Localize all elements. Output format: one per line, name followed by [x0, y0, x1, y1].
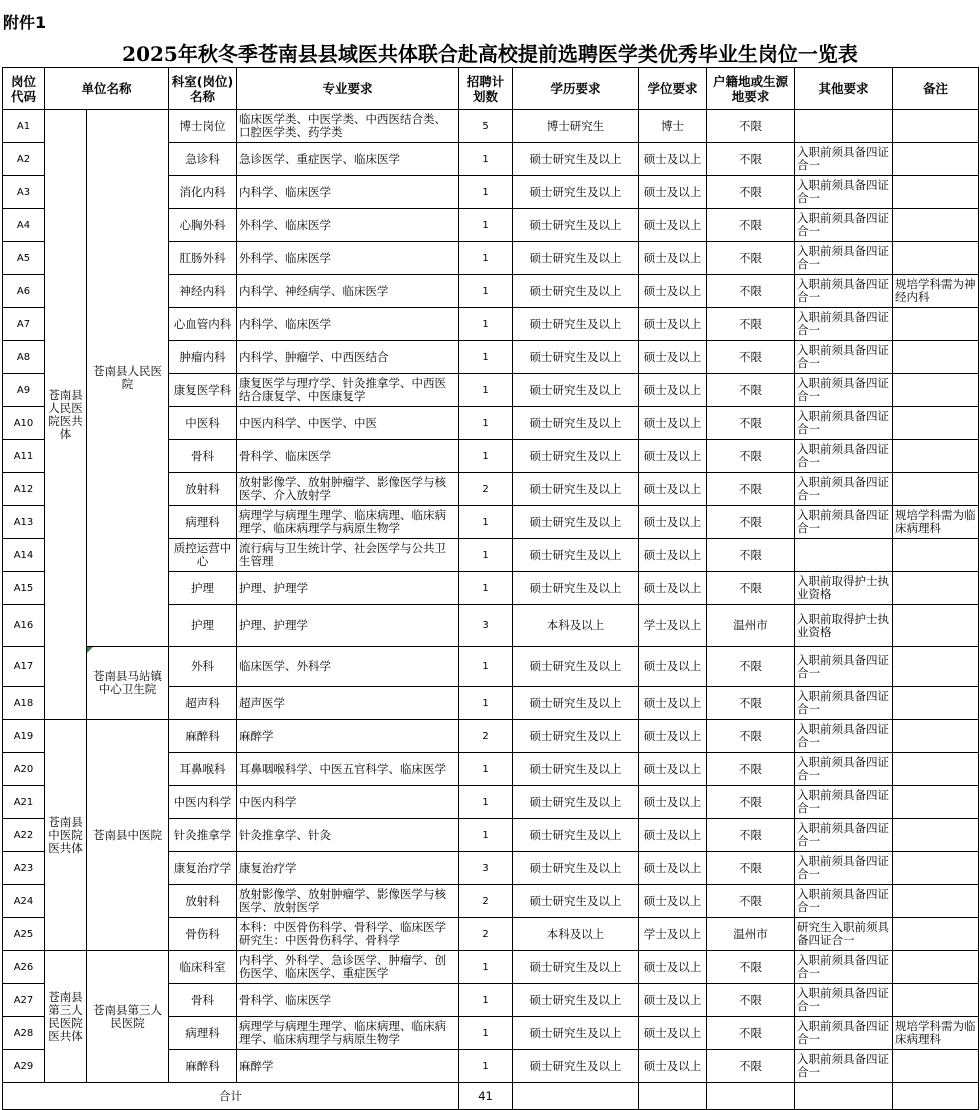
dept-cell: 针灸推拿学 — [169, 819, 237, 852]
dept-cell: 急诊科 — [169, 143, 237, 176]
major-cell: 本科：中医骨伤科学、骨科学、临床医学 研究生：中医骨伤科学、骨科学 — [237, 918, 459, 951]
other-req-cell: 入职前须具备四证合一 — [795, 1017, 893, 1050]
other-req-cell: 入职前须具备四证合一 — [795, 720, 893, 753]
code-cell: A25 — [3, 918, 45, 951]
dept-cell: 肿瘤内科 — [169, 341, 237, 374]
degree-cell: 硕士及以上 — [639, 951, 707, 984]
remark-cell — [893, 918, 979, 951]
other-req-cell — [795, 110, 893, 143]
remark-cell — [893, 473, 979, 506]
code-cell: A9 — [3, 374, 45, 407]
degree-cell: 硕士及以上 — [639, 374, 707, 407]
major-cell: 内科学、外科学、急诊医学、肿瘤学、创伤医学、临床医学、重症医学 — [237, 951, 459, 984]
other-req-cell: 入职前须具备四证合一 — [795, 341, 893, 374]
dept-cell: 护理 — [169, 605, 237, 647]
degree-cell: 硕士及以上 — [639, 720, 707, 753]
dept-cell: 康复治疗学 — [169, 852, 237, 885]
hukou-cell: 不限 — [707, 951, 795, 984]
code-cell: A21 — [3, 786, 45, 819]
degree-cell: 硕士及以上 — [639, 819, 707, 852]
hukou-cell: 不限 — [707, 506, 795, 539]
hukou-cell: 不限 — [707, 1017, 795, 1050]
dept-cell: 骨科 — [169, 984, 237, 1017]
code-cell: A8 — [3, 341, 45, 374]
dept-cell: 外科 — [169, 647, 237, 687]
major-cell: 放射影像学、放射肿瘤学、影像医学与核医学、放射医学 — [237, 885, 459, 918]
education-cell: 硕士研究生及以上 — [513, 572, 639, 605]
other-req-cell: 入职前须具备四证合一 — [795, 852, 893, 885]
total-label: 合计 — [3, 1083, 459, 1110]
education-cell: 硕士研究生及以上 — [513, 440, 639, 473]
remark-cell — [893, 143, 979, 176]
dept-cell: 心胸外科 — [169, 209, 237, 242]
quota-cell: 1 — [459, 308, 513, 341]
table-row — [3, 110, 979, 143]
quota-cell: 1 — [459, 341, 513, 374]
dept-cell: 心血管内科 — [169, 308, 237, 341]
education-cell: 硕士研究生及以上 — [513, 1017, 639, 1050]
major-cell: 针灸推拿学、针灸 — [237, 819, 459, 852]
education-cell: 硕士研究生及以上 — [513, 539, 639, 572]
header-code: 岗位代码 — [3, 68, 45, 110]
header-major: 专业要求 — [237, 68, 459, 110]
major-cell: 内科学、临床医学 — [237, 176, 459, 209]
hukou-cell: 不限 — [707, 1050, 795, 1083]
dept-cell: 骨科 — [169, 440, 237, 473]
quota-cell: 1 — [459, 951, 513, 984]
remark-cell — [893, 176, 979, 209]
major-cell: 内科学、临床医学 — [237, 308, 459, 341]
hukou-cell: 不限 — [707, 110, 795, 143]
code-cell: A17 — [3, 647, 45, 687]
dept-cell: 耳鼻喉科 — [169, 753, 237, 786]
hukou-cell: 不限 — [707, 852, 795, 885]
education-cell: 硕士研究生及以上 — [513, 407, 639, 440]
remark-cell: 规培学科需为临床病理科 — [893, 506, 979, 539]
dept-cell: 放射科 — [169, 885, 237, 918]
dept-cell: 临床科室 — [169, 951, 237, 984]
hukou-cell: 不限 — [707, 572, 795, 605]
dept-cell: 神经内科 — [169, 275, 237, 308]
other-req-cell: 入职前须具备四证合一 — [795, 951, 893, 984]
code-cell: A12 — [3, 473, 45, 506]
other-req-cell: 入职前须具备四证合一 — [795, 753, 893, 786]
remark-cell — [893, 374, 979, 407]
unit-cell: 苍南县马站镇中心卫生院 — [87, 647, 169, 720]
degree-cell: 硕士及以上 — [639, 687, 707, 720]
other-req-cell: 入职前须具备四证合一 — [795, 984, 893, 1017]
header-unit: 单位名称 — [45, 68, 169, 110]
major-cell: 外科学、临床医学 — [237, 242, 459, 275]
education-cell: 硕士研究生及以上 — [513, 506, 639, 539]
remark-cell — [893, 753, 979, 786]
remark-cell — [893, 647, 979, 687]
education-cell: 硕士研究生及以上 — [513, 786, 639, 819]
other-req-cell: 入职前须具备四证合一 — [795, 407, 893, 440]
remark-cell — [893, 885, 979, 918]
header-row — [3, 68, 979, 110]
code-cell: A2 — [3, 143, 45, 176]
hukou-cell: 不限 — [707, 720, 795, 753]
remark-cell — [893, 440, 979, 473]
major-cell: 超声医学 — [237, 687, 459, 720]
hukou-cell: 不限 — [707, 539, 795, 572]
quota-cell: 1 — [459, 647, 513, 687]
remark-cell — [893, 819, 979, 852]
quota-cell: 1 — [459, 407, 513, 440]
education-cell: 硕士研究生及以上 — [513, 275, 639, 308]
major-cell: 急诊医学、重症医学、临床医学 — [237, 143, 459, 176]
code-cell: A20 — [3, 753, 45, 786]
other-req-cell: 入职前须具备四证合一 — [795, 275, 893, 308]
major-cell: 中医内科学、中医学、中医 — [237, 407, 459, 440]
degree-cell: 硕士及以上 — [639, 308, 707, 341]
hukou-cell: 不限 — [707, 687, 795, 720]
unit-cell: 苍南县第三人民医院 — [87, 951, 169, 1083]
code-cell: A27 — [3, 984, 45, 1017]
hukou-cell: 不限 — [707, 984, 795, 1017]
quota-cell: 1 — [459, 753, 513, 786]
code-cell: A23 — [3, 852, 45, 885]
major-cell: 护理、护理学 — [237, 605, 459, 647]
remark-cell — [893, 605, 979, 647]
dept-cell: 康复医学科 — [169, 374, 237, 407]
table-row — [3, 720, 979, 753]
total-row — [3, 1083, 979, 1110]
other-req-cell: 入职前须具备四证合一 — [795, 647, 893, 687]
code-cell: A14 — [3, 539, 45, 572]
quota-cell: 1 — [459, 143, 513, 176]
education-cell: 硕士研究生及以上 — [513, 176, 639, 209]
degree-cell: 硕士及以上 — [639, 647, 707, 687]
quota-cell: 1 — [459, 209, 513, 242]
hukou-cell: 不限 — [707, 209, 795, 242]
education-cell: 硕士研究生及以上 — [513, 242, 639, 275]
dept-cell: 肛肠外科 — [169, 242, 237, 275]
major-cell: 麻醉学 — [237, 720, 459, 753]
other-req-cell: 入职前须具备四证合一 — [795, 687, 893, 720]
group-cell: 苍南县第三人民医院医共体 — [45, 951, 87, 1083]
education-cell: 硕士研究生及以上 — [513, 1050, 639, 1083]
major-cell: 护理、护理学 — [237, 572, 459, 605]
code-cell: A22 — [3, 819, 45, 852]
degree-cell: 硕士及以上 — [639, 539, 707, 572]
dept-cell: 超声科 — [169, 687, 237, 720]
major-cell: 病理学与病理生理学、临床病理、临床病理学、临床病理学与病原生物学 — [237, 1017, 459, 1050]
degree-cell: 学士及以上 — [639, 605, 707, 647]
degree-cell: 博士 — [639, 110, 707, 143]
unit-cell: 苍南县中医院 — [87, 720, 169, 951]
major-cell: 耳鼻咽喉科学、中医五官科学、临床医学 — [237, 753, 459, 786]
header-dept: 科室(岗位)名称 — [169, 68, 237, 110]
hukou-cell: 不限 — [707, 473, 795, 506]
header-quota: 招聘计划数 — [459, 68, 513, 110]
dept-cell: 放射科 — [169, 473, 237, 506]
hukou-cell: 不限 — [707, 308, 795, 341]
other-req-cell: 入职前须具备四证合一 — [795, 209, 893, 242]
quota-cell: 1 — [459, 242, 513, 275]
education-cell: 硕士研究生及以上 — [513, 819, 639, 852]
dept-cell: 麻醉科 — [169, 720, 237, 753]
quota-cell: 1 — [459, 687, 513, 720]
quota-cell: 1 — [459, 176, 513, 209]
education-cell: 硕士研究生及以上 — [513, 308, 639, 341]
education-cell: 本科及以上 — [513, 605, 639, 647]
education-cell: 硕士研究生及以上 — [513, 687, 639, 720]
major-cell: 临床医学类、中医学类、中西医结合类、口腔医学类、药学类 — [237, 110, 459, 143]
hukou-cell: 不限 — [707, 753, 795, 786]
remark-cell — [893, 539, 979, 572]
quota-cell: 1 — [459, 572, 513, 605]
header-other: 其他要求 — [795, 68, 893, 110]
header-degree: 学位要求 — [639, 68, 707, 110]
degree-cell: 硕士及以上 — [639, 242, 707, 275]
other-req-cell: 入职前须具备四证合一 — [795, 819, 893, 852]
group-cell: 苍南县人民医院医共体 — [45, 110, 87, 720]
major-cell: 临床医学、外科学 — [237, 647, 459, 687]
code-cell: A4 — [3, 209, 45, 242]
major-cell: 康复治疗学 — [237, 852, 459, 885]
education-cell: 硕士研究生及以上 — [513, 753, 639, 786]
quota-cell: 3 — [459, 852, 513, 885]
attachment-label: 附件1 — [3, 13, 47, 32]
remark-cell — [893, 786, 979, 819]
other-req-cell: 研究生入职前须具备四证合一 — [795, 918, 893, 951]
remark-cell — [893, 984, 979, 1017]
quota-cell: 1 — [459, 819, 513, 852]
other-req-cell: 入职前须具备四证合一 — [795, 473, 893, 506]
dept-cell: 中医内科学 — [169, 786, 237, 819]
major-cell: 骨科学、临床医学 — [237, 984, 459, 1017]
dept-cell: 博士岗位 — [169, 110, 237, 143]
remark-cell: 规培学科需为临床病理科 — [893, 1017, 979, 1050]
remark-cell — [893, 1050, 979, 1083]
remark-cell — [893, 341, 979, 374]
quota-cell: 1 — [459, 1050, 513, 1083]
major-cell: 中医内科学 — [237, 786, 459, 819]
quota-cell: 1 — [459, 374, 513, 407]
hukou-cell: 不限 — [707, 143, 795, 176]
major-cell: 内科学、神经病学、临床医学 — [237, 275, 459, 308]
degree-cell: 硕士及以上 — [639, 984, 707, 1017]
other-req-cell: 入职前须具备四证合一 — [795, 374, 893, 407]
code-cell: A7 — [3, 308, 45, 341]
total-quota: 41 — [459, 1083, 513, 1110]
code-cell: A26 — [3, 951, 45, 984]
other-req-cell: 入职前须具备四证合一 — [795, 786, 893, 819]
hukou-cell: 温州市 — [707, 605, 795, 647]
other-req-cell: 入职前须具备四证合一 — [795, 143, 893, 176]
hukou-cell: 不限 — [707, 407, 795, 440]
hukou-cell: 不限 — [707, 242, 795, 275]
education-cell: 硕士研究生及以上 — [513, 885, 639, 918]
major-cell: 康复医学与理疗学、针灸推拿学、中西医结合康复学、中医康复学 — [237, 374, 459, 407]
code-cell: A5 — [3, 242, 45, 275]
header-education: 学历要求 — [513, 68, 639, 110]
code-cell: A18 — [3, 687, 45, 720]
other-req-cell: 入职前须具备四证合一 — [795, 308, 893, 341]
code-cell: A1 — [3, 110, 45, 143]
education-cell: 硕士研究生及以上 — [513, 143, 639, 176]
quota-cell: 1 — [459, 786, 513, 819]
major-cell: 流行病与卫生统计学、社会医学与公共卫生管理 — [237, 539, 459, 572]
quota-cell: 2 — [459, 918, 513, 951]
degree-cell: 硕士及以上 — [639, 143, 707, 176]
degree-cell: 硕士及以上 — [639, 885, 707, 918]
degree-cell: 硕士及以上 — [639, 753, 707, 786]
hukou-cell: 不限 — [707, 786, 795, 819]
dept-cell: 中医科 — [169, 407, 237, 440]
remark-cell — [893, 687, 979, 720]
education-cell: 博士研究生 — [513, 110, 639, 143]
dept-cell: 护理 — [169, 572, 237, 605]
degree-cell: 硕士及以上 — [639, 275, 707, 308]
header-remark: 备注 — [893, 68, 979, 110]
degree-cell: 硕士及以上 — [639, 407, 707, 440]
education-cell: 硕士研究生及以上 — [513, 341, 639, 374]
quota-cell: 1 — [459, 275, 513, 308]
degree-cell: 硕士及以上 — [639, 341, 707, 374]
other-req-cell: 入职前须具备四证合一 — [795, 1050, 893, 1083]
other-req-cell: 入职前须具备四证合一 — [795, 885, 893, 918]
other-req-cell: 入职前取得护士执业资格 — [795, 605, 893, 647]
positions-table — [2, 67, 979, 1110]
remark-cell — [893, 110, 979, 143]
code-cell: A11 — [3, 440, 45, 473]
other-req-cell: 入职前须具备四证合一 — [795, 176, 893, 209]
code-cell: A3 — [3, 176, 45, 209]
education-cell: 硕士研究生及以上 — [513, 374, 639, 407]
hukou-cell: 温州市 — [707, 918, 795, 951]
hukou-cell: 不限 — [707, 885, 795, 918]
other-req-cell: 入职前取得护士执业资格 — [795, 572, 893, 605]
quota-cell: 1 — [459, 506, 513, 539]
degree-cell: 硕士及以上 — [639, 506, 707, 539]
header-hukou: 户籍地或生源地要求 — [707, 68, 795, 110]
code-cell: A24 — [3, 885, 45, 918]
other-req-cell: 入职前须具备四证合一 — [795, 506, 893, 539]
quota-cell: 1 — [459, 539, 513, 572]
hukou-cell: 不限 — [707, 374, 795, 407]
remark-cell — [893, 852, 979, 885]
quota-cell: 5 — [459, 110, 513, 143]
hukou-cell: 不限 — [707, 176, 795, 209]
dept-cell: 消化内科 — [169, 176, 237, 209]
major-cell: 内科学、肿瘤学、中西医结合 — [237, 341, 459, 374]
code-cell: A28 — [3, 1017, 45, 1050]
degree-cell: 硕士及以上 — [639, 473, 707, 506]
hukou-cell: 不限 — [707, 647, 795, 687]
quota-cell: 1 — [459, 984, 513, 1017]
code-cell: A15 — [3, 572, 45, 605]
quota-cell: 1 — [459, 440, 513, 473]
hukou-cell: 不限 — [707, 341, 795, 374]
hukou-cell: 不限 — [707, 819, 795, 852]
code-cell: A19 — [3, 720, 45, 753]
code-cell: A6 — [3, 275, 45, 308]
remark-cell — [893, 209, 979, 242]
dept-cell: 病理科 — [169, 506, 237, 539]
hukou-cell: 不限 — [707, 440, 795, 473]
quota-cell: 2 — [459, 720, 513, 753]
degree-cell: 硕士及以上 — [639, 572, 707, 605]
remark-cell — [893, 407, 979, 440]
code-cell: A13 — [3, 506, 45, 539]
major-cell: 骨科学、临床医学 — [237, 440, 459, 473]
quota-cell: 1 — [459, 1017, 513, 1050]
dept-cell: 病理科 — [169, 1017, 237, 1050]
education-cell: 硕士研究生及以上 — [513, 984, 639, 1017]
remark-cell: 规培学科需为神经内科 — [893, 275, 979, 308]
group-cell: 苍南县中医院医共体 — [45, 720, 87, 951]
major-cell: 麻醉学 — [237, 1050, 459, 1083]
remark-cell — [893, 951, 979, 984]
remark-cell — [893, 242, 979, 275]
degree-cell: 硕士及以上 — [639, 176, 707, 209]
code-cell: A29 — [3, 1050, 45, 1083]
degree-cell: 硕士及以上 — [639, 852, 707, 885]
education-cell: 硕士研究生及以上 — [513, 720, 639, 753]
remark-cell — [893, 308, 979, 341]
degree-cell: 硕士及以上 — [639, 209, 707, 242]
dept-cell: 骨伤科 — [169, 918, 237, 951]
major-cell: 放射影像学、放射肿瘤学、影像医学与核医学、介入放射学 — [237, 473, 459, 506]
degree-cell: 硕士及以上 — [639, 440, 707, 473]
code-cell: A10 — [3, 407, 45, 440]
degree-cell: 学士及以上 — [639, 918, 707, 951]
major-cell: 外科学、临床医学 — [237, 209, 459, 242]
other-req-cell: 入职前须具备四证合一 — [795, 440, 893, 473]
table-row — [3, 951, 979, 984]
quota-cell: 3 — [459, 605, 513, 647]
hukou-cell: 不限 — [707, 275, 795, 308]
education-cell: 硕士研究生及以上 — [513, 852, 639, 885]
quota-cell: 2 — [459, 885, 513, 918]
other-req-cell: 入职前须具备四证合一 — [795, 242, 893, 275]
remark-cell — [893, 572, 979, 605]
education-cell: 硕士研究生及以上 — [513, 209, 639, 242]
other-req-cell — [795, 539, 893, 572]
code-cell: A16 — [3, 605, 45, 647]
education-cell: 本科及以上 — [513, 918, 639, 951]
degree-cell: 硕士及以上 — [639, 786, 707, 819]
table-row — [3, 647, 979, 687]
unit-cell: 苍南县人民医院 — [87, 110, 169, 647]
page-title: 2025年秋冬季苍南县县域医共体联合赴高校提前选聘医学类优秀毕业生岗位一览表 — [122, 42, 858, 66]
dept-cell: 质控运营中心 — [169, 539, 237, 572]
remark-cell — [893, 720, 979, 753]
dept-cell: 麻醉科 — [169, 1050, 237, 1083]
education-cell: 硕士研究生及以上 — [513, 951, 639, 984]
education-cell: 硕士研究生及以上 — [513, 473, 639, 506]
education-cell: 硕士研究生及以上 — [513, 647, 639, 687]
major-cell: 病理学与病理生理学、临床病理、临床病理学、临床病理学与病原生物学 — [237, 506, 459, 539]
quota-cell: 2 — [459, 473, 513, 506]
degree-cell: 硕士及以上 — [639, 1050, 707, 1083]
degree-cell: 硕士及以上 — [639, 1017, 707, 1050]
